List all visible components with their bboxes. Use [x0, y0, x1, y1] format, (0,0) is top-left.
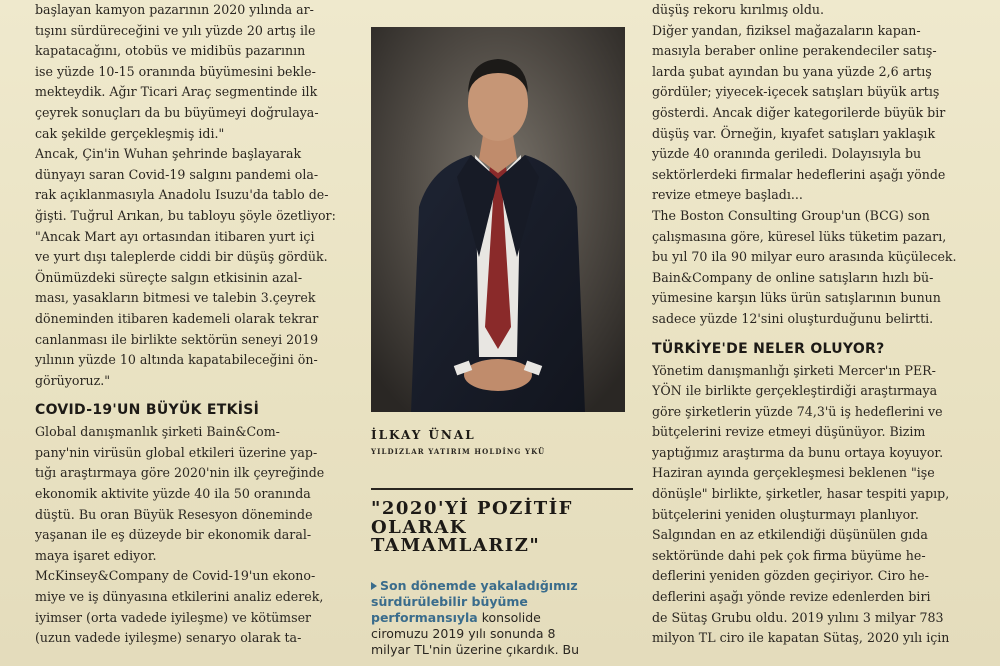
interview-intro: [371, 578, 633, 658]
text-line: pany'nin virüsün global etkileri üzerine yap-: [35, 444, 318, 460]
section-heading: TÜRKİYE'DE NELER OLUYOR?: [652, 340, 885, 357]
text-line: ğişti. Tuğrul Arıkan, bu tabloyu şöyle özetliyor:: [35, 207, 336, 223]
text-line: ması, yasakların bitmesi ve talebin 3.çeyrek: [35, 290, 316, 306]
intro-highlight: Son dönemde yakaladığımız: [380, 578, 578, 593]
text-line: cak şekilde gerçekleşmiş idi.": [35, 125, 225, 141]
text-line: yümesine karşın lüks ürün satışlarının bunun: [652, 290, 941, 306]
text-line: larda şubat ayından bu yana yüzde 2,6 artış: [652, 63, 932, 79]
text-line: dünyayı saran Covid-19 salgını pandemi ola-: [35, 166, 319, 182]
text-line: YÖN ile birlikte gerçekleştirdiği araştırmaya: [652, 383, 938, 399]
text-line: Diğer yandan, fiziksel mağazaların kapan-: [652, 22, 921, 38]
text-line: çeyrek sonuçları da bu büyümeyi doğrulaya-: [35, 104, 319, 120]
text-line: düştü. Bu oran Büyük Resesyon döneminde: [35, 506, 313, 522]
paragraph: [652, 361, 970, 526]
text-line: Yönetim danışmanlığı şirketi Mercer'ın PER-: [652, 362, 936, 378]
text-line: tığı araştırmaya göre 2020'nin ilk çeyreğinde: [35, 465, 325, 481]
portrait-photo: [371, 27, 625, 412]
text-line: bu yıl 70 ila 90 milyar euro arasında küçülecek.: [652, 249, 957, 265]
text-line: sadece yüzde 12'sini oluşturduğunu belirtti.: [652, 310, 934, 326]
text-line: sektörlerdeki firmalar hedeflerini aşağı yönde: [652, 166, 946, 182]
text-line: revize etmeye başladı...: [652, 187, 803, 203]
quote-divider: [371, 488, 633, 490]
text-line: Haziran ayında gerçekleşmesi beklenen "işe: [652, 465, 935, 481]
text-line: Salgından en az etkilendiği düşünülen gıda: [652, 527, 928, 543]
text-line: döneminden itibaren kademeli olarak tekrar: [35, 310, 319, 326]
text-line: yaşanan ile eş düzeyde bir ekonomik daral-: [35, 527, 312, 543]
text-line: masıyla beraber online perakendeciler satış-: [652, 43, 937, 59]
text-line: Ancak, Çin'in Wuhan şehrinde başlayarak: [35, 146, 302, 162]
intro-line: [371, 578, 633, 594]
text-line: Önümüzdeki süreçte salgın etkisinin azal-: [35, 269, 303, 285]
photo-caption-name: İLKAY ÜNAL: [371, 428, 476, 442]
pull-quote-line: "2020'Yİ POZİTİF: [371, 498, 573, 519]
portrait-illustration: [371, 27, 625, 412]
text-line: iyimser (orta vadede iyileşme) ve kötümser: [35, 609, 312, 625]
paragraph: [652, 525, 970, 649]
pull-quote-line: OLARAK: [371, 516, 467, 538]
paragraph: [35, 422, 355, 566]
intro-line: ciromuzu 2019 yılı sonunda 8: [371, 626, 556, 641]
text-line: McKinsey&Company de Covid-19'un ekono-: [35, 568, 316, 584]
paragraph: [35, 0, 355, 144]
text-line: de Sütaş Grubu oldu. 2019 yılını 3 milyar 783: [652, 609, 944, 625]
text-line: düşüş rekoru kırılmış oldu.: [652, 2, 824, 17]
text-line: tışını sürdüreceğini ve yılı yüzde 20 artış ile: [35, 22, 316, 38]
text-line: gösterdi. Ancak diğer kategorilerde büyük bir: [652, 104, 946, 120]
text-line: Global danışmanlık şirketi Bain&Com-: [35, 424, 280, 440]
text-line: miye ve iş dünyasına etkilerini analiz ederek,: [35, 589, 324, 605]
text-line: deflerini aşağı yönde revize edenlerden biri: [652, 589, 931, 605]
text-line: yaptığımız araştırma da bunu ortaya koyuyor.: [652, 444, 944, 460]
photo-caption-title: YILDIZLAR YATIRIM HOLDİNG YKÜ: [371, 447, 546, 456]
text-line: düşüş var. Örneğin, kıyafet satışları yaklaşık: [652, 125, 936, 141]
text-line: gördüler; yiyecek-içecek satışları büyük artış: [652, 84, 940, 100]
text-line: yılının yüzde 10 altında kapatabileceğini ön-: [35, 352, 318, 368]
text-line: çalışmasına göre, küresel lüks tüketim pazarı,: [652, 228, 947, 244]
text-line: sektöründe dahi pek çok firma büyüme he-: [652, 547, 926, 563]
text-line: dönüşle" birlikte, şirketler, hasar tespiti yapıp,: [652, 486, 950, 502]
text-line: ise yüzde 10-15 oranında büyümesini bekle-: [35, 63, 316, 79]
text-line: ve yurt dışı taleplerde ciddi bir düşüş gördük.: [35, 249, 328, 265]
text-line: (uzun vadede iyileşme) senaryo olarak ta-: [35, 630, 302, 646]
intro-highlight: performansıyla: [371, 610, 478, 625]
pull-quote: [371, 500, 633, 556]
intro-line: [371, 594, 633, 610]
text-line: ekonomik aktivite yüzde 40 ila 50 oranında: [35, 486, 311, 502]
text-line: mekteydik. Ağır Ticari Araç segmentinde ilk: [35, 84, 318, 100]
intro-line: [371, 610, 633, 626]
text-line: rak açıklanmasıyla Anadolu Isuzu'da tablo de-: [35, 187, 329, 203]
paragraph: [652, 0, 970, 21]
text-line: göre şirketlerin yüzde 74,3'ü iş hedeflerini ve: [652, 403, 943, 419]
arrow-icon: [371, 582, 377, 590]
text-line: görüyoruz.": [35, 372, 111, 388]
paragraph: [652, 21, 970, 206]
text-line: yüzde 40 oranında geriledi. Dolayısıyla bu: [652, 146, 922, 162]
paragraph: [35, 566, 355, 648]
text-line: bütçelerini yeniden oluşturmayı planlıyor.: [652, 506, 919, 522]
text-line: "Ancak Mart ayı ortasından itibaren yurt içi: [35, 228, 315, 244]
text-line: deflerini yeniden gözden geçiriyor. Ciro he-: [652, 568, 929, 584]
left-text-column: [35, 0, 355, 666]
text-line: The Boston Consulting Group'un (BCG) son: [652, 207, 930, 223]
section-heading: COVID-19'UN BÜYÜK ETKİSİ: [35, 402, 260, 419]
text-line: canlanması ile birlikte sektörün seneyi 2019: [35, 331, 319, 347]
right-text-column: [652, 0, 970, 666]
paragraph: [35, 144, 355, 391]
intro-text: konsolide: [481, 610, 541, 625]
pull-quote-line: TAMAMLARIZ": [371, 535, 541, 556]
text-line: bütçelerini revize etmeyi düşünüyor. Bizim: [652, 424, 926, 440]
text-line: başlayan kamyon pazarının 2020 yılında ar-: [35, 2, 314, 17]
text-line: maya işaret ediyor.: [35, 547, 157, 563]
intro-highlight: sürdürülebilir büyüme: [371, 594, 528, 609]
intro-line: milyar TL'nin üzerine çıkardık. Bu: [371, 642, 580, 657]
paragraph: [652, 206, 970, 330]
text-line: Bain&Company de online satışların hızlı bü-: [652, 269, 934, 285]
text-line: milyon TL ciro ile kapatan Sütaş, 2020 yılı için: [652, 630, 950, 646]
text-line: kapatacağını, otobüs ve midibüs pazarının: [35, 43, 306, 59]
